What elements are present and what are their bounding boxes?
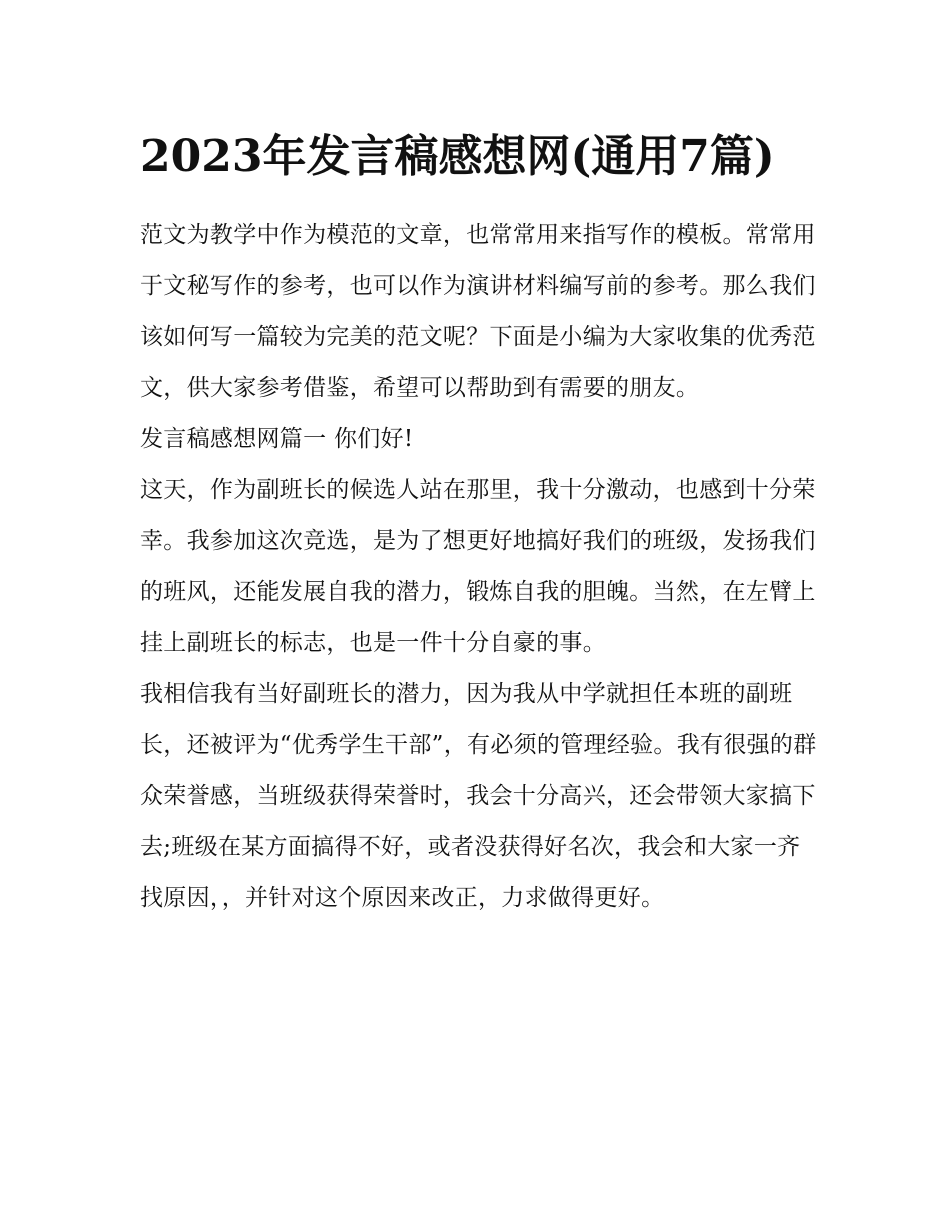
intro-paragraph: 范文为教学中作为模范的文章，也常常用来指写作的模板。常常用于文秘写作的参考，也可以作为演讲材料编写前的参考。那么我们该如何写一篇较为完美的范文呢？下面是小编为大家收集的优秀范文，供大家参考借鉴，希望可以帮助到有需要的朋友。 xyxy=(140,222,816,401)
document-title: 2023年发言稿感想网(通用7篇) xyxy=(140,131,775,182)
section-heading-paragraph: 发言稿感想网篇一 你们好! xyxy=(140,426,414,452)
body-paragraph: 我相信我有当好副班长的潜力，因为我从中学就担任本班的副班长，还被评为“优秀学生干部”，有必须的管理经验。我有很强的群众荣誉感，当班级获得荣誉时，我会十分高兴，还会带领大家搞下去;班级在某方面搞得不好，或者没获得好名次，我会和大家一齐找原因，，并针对这个原因来改正，力求做得更好。 xyxy=(140,681,817,911)
body-paragraph: 这天，作为副班长的候选人站在那里，我十分激动，也感到十分荣幸。我参加这次竞选，是为了想更好地搞好我们的班级，发扬我们的班风，还能发展自我的潜力，锻炼自我的胆魄。当然，在左臂上挂上副班长的标志，也是一件十分自豪的事。 xyxy=(140,477,816,656)
document-body xyxy=(140,118,820,924)
